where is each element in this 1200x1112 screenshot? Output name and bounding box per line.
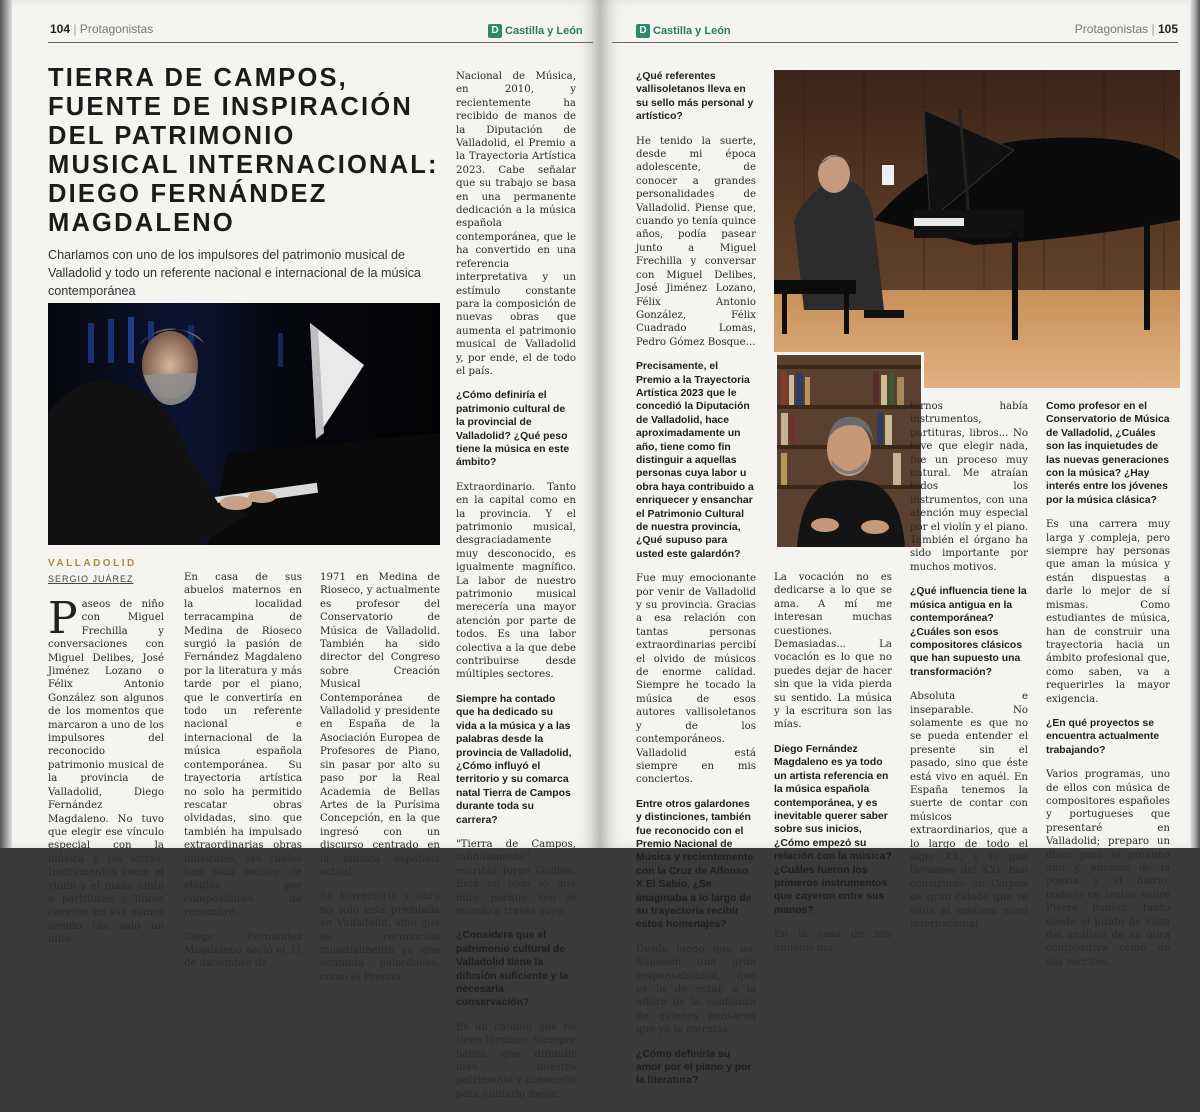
interview-question: ¿Qué influencia tiene la música antigua en la contemporánea? ¿Cuáles son esos compositores clásicos que han supuesto una transformación?	[910, 586, 1027, 678]
headline-line: FUENTE DE INSPIRACIÓN	[48, 93, 413, 121]
paragraph: 1971 en Medina de Rioseco, y actualmente es profesor del Conservatorio de Música de Valladolid. También ha sido director del Congreso sobre Creación Musical Contemporánea de Valladolid y presidente en España de la Asociación Europea de Profesores de Piano, sin pasar por alto su paso por la Real Academia de Bellas Artes de la Purísima Concepción, en la que ingresó con un discurso centrado en la música española actual.	[320, 572, 440, 878]
interview-question: ¿En qué proyectos se encuentra actualmente trabajando?	[1046, 717, 1160, 756]
text-column-3	[910, 400, 1028, 942]
text-column-1	[636, 70, 756, 1099]
page-number: 105	[1157, 22, 1178, 36]
interview-answer: He tenido la suerte, desde mi época adolescente, de conocer a grandes personalidades de Valladolid. Piense que, cuando yo tenía quince años, podía pasear junto a Miguel Frechilla y conversar con Miguel Delibes, José Jiménez Lozano, Félix Antonio González, Félix Cuadrado Lomas, Pedro Gómez Bosque...	[636, 135, 756, 348]
interview-answer: Absoluta e inseparable. No solamente es que no se pueda entender el presente sin el pasado, sino que éste está vivo en aquél. En España tenemos la suerte de contar con músicos extraordinarios, que a lo largo de todo el siglo XX, y lo que llevamos del XXI, han construido un Corpus de gran calado que se sitúa al máximo nivel internacional.	[910, 691, 1028, 931]
right-page	[600, 0, 1200, 1087]
paragraph: En casa de sus abuelos maternos en la localidad terracampina de Medina de Rioseco surgió la pasión de Fernández Magdaleno por la literatura y más tarde por el piano, que le convertiría en todo un referente nacional e internacional de la música española contemporánea. Su trayectoria artística no solo ha permitido rescatar obras olvidadas, sino que también ha impulsado extraordinarias obras musicales, las cuales han sido motivo de elogios por compositores de renombre.	[184, 572, 302, 919]
interview-answer: Extraordinario. Tanto en la capital como en la provincia. Y el patrimonio musical, desgraciadamente muy desconocido, es igualmente magnífico. La labor de nuestro patrimonio musical merecería una mayor atención por parte de todos. Es una labor colectiva a la que debe contribuirse desde múltiples sectores.	[456, 481, 576, 681]
drop-cap: P	[48, 593, 78, 644]
interview-question: ¿Qué referentes vallisoletanos lleva en su sello más personal y artístico?	[636, 71, 754, 123]
paragraph: Diego Fernández Magdaleno nació el 31 de diciembre de	[184, 931, 302, 970]
interview-answer: Varios programas, uno de ellos con música de compositores españoles y portugueses que presentaré en Valladolid; preparo un disco para el próximo año y, además de la poesía y el diario, trabajo en textos sobre Pierre Boulez, tanto desde el punto de vista del análisis de su obra compositiva como de sus escritos.	[1046, 769, 1170, 968]
interview-answer: ternos había instrumentos, partituras, libros... No tuve que elegir nada, fue un proceso muy natural. Me atraían todos los instrumentos, con una atención muy especial por el violín y el piano. También el órgano ha sido importante por muchos motivos.	[910, 401, 1028, 573]
portrait-library-photo	[774, 352, 924, 550]
running-header-right: Protagonistas | 105	[1074, 22, 1178, 36]
article-headline	[48, 64, 440, 238]
lead-paragraph-text: aseos de niño con Miguel Frechilla y conversaciones con Miguel Delibes, José Jiménez Lozano o Félix Antonio González son algunos de los momentos que marcaron a uno de los impulsores del reconocido patrimonio musical de la provincia de Valladolid, Diego Fernández Magdaleno. No tuvo que elegir ese vínculo especial con la música y las letras. Instrumentos como el violín y el piano junto a partituras y libros cayeron en sus manos siendo tan solo un niño.	[48, 599, 164, 946]
text-column-4	[1046, 400, 1170, 980]
text-column-2	[184, 571, 302, 982]
interview-answer: Es un camino que no tiene término. Siempre habrá que difundir más nuestro patrimonio y conocerlo para cuidarlo mejor.	[456, 1021, 576, 1100]
interview-question: Precisamente, el Premio a la Trayectoria Artística 2023 que le concedió la Diputación de Valladolid, hace aproximadamente un año, tiene como fin distinguir a aquellas personas cuya labor u obra haya contribuido a enriquecer y ensanchar el Patrimonio Cultural de nuestra provincia, ¿Qué supuso para usted este galardón?	[636, 361, 754, 560]
text-column-3	[320, 571, 440, 995]
logo-mark: D	[488, 24, 502, 38]
publication-logo	[636, 24, 731, 38]
headline-line: MAGDALENO	[48, 209, 235, 237]
publication-logo	[488, 24, 583, 38]
pianist-concert-hall-photo	[774, 70, 1180, 388]
logo-text: Castilla y León	[505, 25, 583, 37]
interview-question: ¿Considera que el patrimonio cultural de Valladolid tiene la difusión suficiente y la necesaria conservación?	[456, 930, 569, 1009]
headline-line: DEL PATRIMONIO	[48, 122, 296, 150]
headline-line: TIERRA DE CAMPOS,	[48, 64, 348, 92]
page-number: 104	[50, 22, 71, 36]
interview-answer: Es una carrera muy larga y compleja, pero siempre hay personas que aman la música y están dispuestas a darle lo mejor de sí mismas. Como estudiantes de música, han de construir una trayectoria hacia un ámbito profesional que, como saben, va a requerirles la mayor exigencia.	[1046, 519, 1170, 705]
interview-answer: Fue muy emocionante por venir de Valladolid y su provincia. Gracias a esa relación con tantas personas extraordinarias percibí el olvido de músicos de enorme calidad. Siempre he tocado la música de esos autores vallisoletanos y de los contemporáneos. Valladolid está siempre en mis conciertos.	[636, 573, 756, 786]
lead-paragraph	[48, 593, 164, 947]
interview-question: ¿Cómo definiría el patrimonio cultural de la provincial de Valladolid? ¿Qué peso tiene la música en este ámbito?	[456, 390, 570, 469]
interview-answer: Desde luego que no. Suponen una gran responsabilidad, que es la de estar a la altura de la confianza de quienes pensaron que yo lo merecía.	[636, 943, 756, 1036]
running-header-left: 104 | Protagonistas	[50, 22, 154, 36]
left-page	[0, 0, 600, 1100]
interview-question: ¿Cómo definiría su amor por el piano y por la literatura?	[636, 1048, 752, 1087]
section-label: Protagonistas	[79, 22, 154, 36]
page-edge	[0, 0, 12, 848]
paragraph: Su trayectoria y obra no solo está premiada en Valladolid, sino que es reconocida mundialmente ya que acumula galardones, como el Premio	[320, 891, 440, 983]
header-rule	[48, 42, 593, 43]
interview-answer: En la casa de mis abuelos ma-	[774, 929, 892, 954]
section-label: Protagonistas	[1074, 22, 1149, 36]
paragraph: Nacional de Música, en 2010, y recientemente ha recibido de manos de la Diputación de Valladolid, el Premio a la Trayectoria Artística 2023. Cabe señalar que su trabajo se basa en una permanente dedicación a la música española contemporánea, que le ha convertido en una referencia interpretativa y un estímulo constante para la composición de nuevas obras que aumenta el patrimonio musical de Valladolid y, por ende, el de todo el país.	[456, 71, 576, 377]
interview-answer: "Tierra de Campos, infinitamente", escribió Jorge Guillén. Está en todo lo que miro porque veo el mundo a través suyo.	[456, 838, 576, 917]
headline-line: MUSICAL INTERNACIONAL:	[48, 151, 439, 179]
logo-text: Castilla y León	[653, 25, 731, 37]
location-kicker: VALLADOLID	[48, 558, 137, 569]
article-standfirst: Charlamos con uno de los impulsores del patrimonio musical de Valladolid y todo un referente nacional e internacional de la música contemporánea	[48, 248, 421, 298]
interview-question: Como profesor en el Conservatorio de Música de Valladolid, ¿Cuáles son las inquietudes de las nuevas generaciones con la música? ¿Hay interés entre los jóvenes por la música clásica?	[1046, 401, 1170, 506]
page-edge	[1190, 0, 1200, 848]
headline-line: DIEGO FERNÁNDEZ	[48, 180, 328, 208]
interview-question: Entre otros galardones y distinciones, también fue reconocido con el Premio Nacional de Música y recientemente con la Cruz de Alfonso X El Sabio, ¿Se imaginaba a lo largo de su trayectoria recibir estos homenajes?	[636, 798, 754, 931]
text-column-4	[456, 70, 576, 1112]
interview-question: Diego Fernández Magdaleno es ya todo un artista referencia en la música española contemporánea, y es inevitable querer saber sobre sus inicios, ¿Cómo empezó su relación con la música? ¿Cuáles fueron los primeros instrumentos que cayeron entre sus manos?	[774, 743, 892, 916]
text-column-1	[48, 593, 164, 958]
pianist-stage-photo	[48, 303, 440, 545]
logo-mark: D	[636, 24, 650, 38]
interview-answer: La vocación no es dedicarse a lo que se ama. A mí me interesan muchas cuestiones. Demasiadas... La vocación es lo que no puedes dejar de hacer sin que la vida pierda su sentido. La música y la escritura son las mías.	[774, 572, 892, 731]
author-byline: SERGIO JUÁREZ	[48, 574, 134, 584]
header-rule	[612, 42, 1178, 43]
interview-question: Siempre ha contado que ha dedicado su vida a la música y a las palabras desde la provincia de Valladolid, ¿Cómo influyó el territorio y su comarca natal Tierra de Campos durante toda su carrera?	[456, 693, 572, 826]
text-column-2	[774, 571, 892, 966]
